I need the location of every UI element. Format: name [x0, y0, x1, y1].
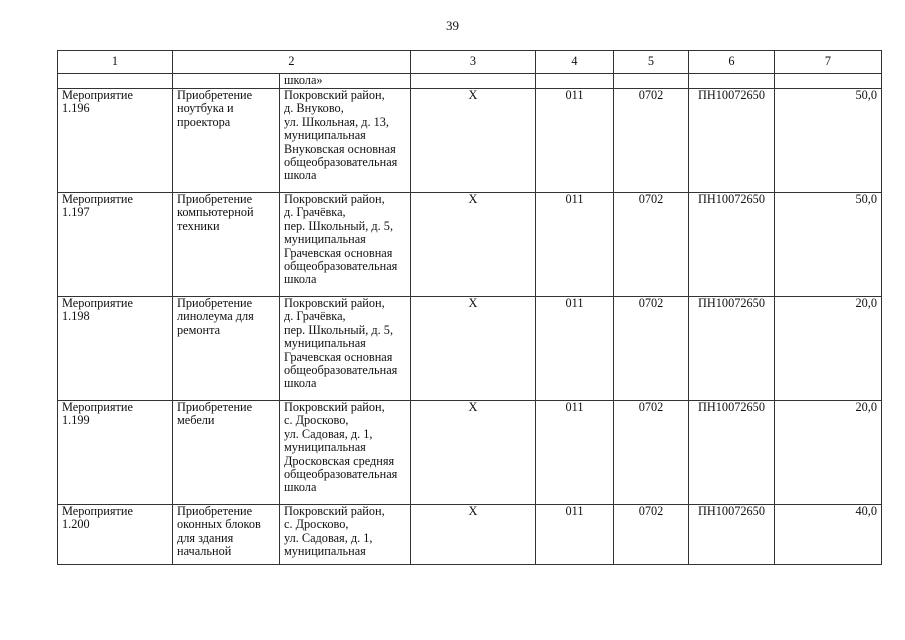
purpose-cell-line: мебели — [177, 413, 215, 428]
address-cell — [280, 89, 411, 193]
address-cell-line: д. Внуково, — [284, 101, 344, 116]
continuation-row — [58, 74, 882, 89]
purpose-cell-line: ремонта — [177, 322, 221, 337]
table-cell — [689, 74, 775, 89]
table-cell — [775, 74, 882, 89]
address-cell-line: общеобразовательная — [284, 363, 398, 378]
amount-cell: 20,0 — [775, 297, 882, 401]
activity-cell-line: Мероприятие — [62, 192, 133, 206]
address-cell-line: ул. Садовая, д. 1, — [284, 530, 373, 545]
table-header-row — [58, 51, 882, 74]
header-cell: 6 — [689, 51, 775, 74]
address-cell-line: муниципальная — [284, 232, 366, 247]
purpose-cell — [173, 193, 280, 297]
address-cell-line: ул. Садовая, д. 1, — [284, 426, 373, 441]
purpose-cell-line: ноутбука и — [177, 101, 234, 116]
activity-cell — [58, 193, 173, 297]
address-cell-line: школа — [284, 168, 317, 183]
activity-cell — [58, 401, 173, 505]
address-cell-line: с. Дросково, — [284, 413, 349, 428]
header-cell: 2 — [173, 51, 411, 74]
amount-cell: 50,0 — [775, 193, 882, 297]
address-cell-line: пер. Школьный, д. 5, — [284, 322, 394, 337]
address-cell-line: муниципальная — [284, 544, 366, 559]
address-cell-line: Грачевская основная — [284, 349, 393, 364]
target-article-cell: ПН10072650 — [689, 505, 775, 565]
purpose-cell-line: Приобретение — [177, 192, 253, 206]
code-cell: 011 — [536, 505, 614, 565]
purpose-cell — [173, 505, 280, 565]
activity-cell-line: 1.199 — [62, 413, 90, 428]
address-cell-line: с. Дросково, — [284, 517, 349, 532]
address-cell-line: д. Грачёвка, — [284, 205, 346, 220]
activity-cell-line: 1.196 — [62, 101, 90, 116]
section-cell: 0702 — [614, 401, 689, 505]
address-cell-line: муниципальная — [284, 440, 366, 455]
table-row — [58, 193, 882, 297]
purpose-cell-line: начальной — [177, 544, 232, 559]
purpose-cell-line: Приобретение — [177, 88, 253, 102]
address-cell-line: школа — [284, 272, 317, 287]
address-cell-line: Дросковская средняя — [284, 453, 395, 468]
address-cell-line: Покровский район, — [284, 400, 385, 414]
address-cell-line: ул. Школьная, д. 13, — [284, 114, 389, 129]
activity-cell — [58, 89, 173, 193]
code-cell: 011 — [536, 89, 614, 193]
purpose-cell-line: компьютерной — [177, 205, 254, 220]
address-cell-line: школа — [284, 376, 317, 391]
code-cell: 011 — [536, 297, 614, 401]
target-article-cell: ПН10072650 — [689, 401, 775, 505]
target-article-cell: ПН10072650 — [689, 89, 775, 193]
table-cell — [614, 74, 689, 89]
address-cell-line: школа — [284, 480, 317, 495]
address-cell-line: Покровский район, — [284, 88, 385, 102]
table-row — [58, 297, 882, 401]
section-cell: 0702 — [614, 89, 689, 193]
table-cell — [411, 74, 536, 89]
marker-cell: Х — [411, 505, 536, 565]
table-row — [58, 401, 882, 505]
page-number: 39 — [446, 18, 459, 33]
activity-cell-line: 1.197 — [62, 205, 90, 220]
activity-cell — [58, 297, 173, 401]
header-cell: 5 — [614, 51, 689, 74]
target-article-cell: ПН10072650 — [689, 193, 775, 297]
address-cell-line: муниципальная — [284, 336, 366, 351]
address-cell — [280, 297, 411, 401]
purpose-cell-line: Приобретение — [177, 504, 253, 518]
address-cell-line: Внуковская основная — [284, 141, 396, 156]
code-cell: 011 — [536, 193, 614, 297]
table-body — [58, 89, 882, 565]
address-cell-line: Покровский район, — [284, 504, 385, 518]
header-cell: 1 — [58, 51, 173, 74]
section-cell: 0702 — [614, 193, 689, 297]
header-cell: 3 — [411, 51, 536, 74]
table-cell: школа» — [280, 74, 411, 89]
purpose-cell-line: оконных блоков — [177, 517, 261, 532]
marker-cell: Х — [411, 297, 536, 401]
activity-cell-line: 1.200 — [62, 517, 90, 532]
code-cell: 011 — [536, 401, 614, 505]
address-cell-line: общеобразовательная — [284, 155, 398, 170]
address-cell-line: общеобразовательная — [284, 467, 398, 482]
address-cell — [280, 505, 411, 565]
purpose-cell-line: проектора — [177, 114, 231, 129]
purpose-cell-line: для здания — [177, 530, 234, 545]
section-cell: 0702 — [614, 297, 689, 401]
purpose-cell-line: Приобретение — [177, 296, 253, 310]
budget-table — [57, 50, 882, 565]
purpose-cell-line: Приобретение — [177, 400, 253, 414]
header-cell: 4 — [536, 51, 614, 74]
activity-cell-line: Мероприятие — [62, 296, 133, 310]
activity-cell-line: Мероприятие — [62, 504, 133, 518]
address-cell-line: пер. Школьный, д. 5, — [284, 218, 394, 233]
purpose-cell — [173, 297, 280, 401]
amount-cell: 40,0 — [775, 505, 882, 565]
address-cell-line: муниципальная — [284, 128, 366, 143]
marker-cell: Х — [411, 401, 536, 505]
purpose-cell-line: линолеума для — [177, 309, 254, 324]
purpose-cell — [173, 401, 280, 505]
activity-cell-line: Мероприятие — [62, 88, 133, 102]
table-row — [58, 89, 882, 193]
table-cell — [58, 74, 173, 89]
activity-cell — [58, 505, 173, 565]
address-cell-line: общеобразовательная — [284, 259, 398, 274]
amount-cell: 20,0 — [775, 401, 882, 505]
table-cell — [173, 74, 280, 89]
marker-cell: Х — [411, 89, 536, 193]
purpose-cell — [173, 89, 280, 193]
amount-cell: 50,0 — [775, 89, 882, 193]
table-row — [58, 505, 882, 565]
table-cell — [536, 74, 614, 89]
activity-cell-line: Мероприятие — [62, 400, 133, 414]
activity-cell-line: 1.198 — [62, 309, 90, 324]
address-cell-line: Покровский район, — [284, 296, 385, 310]
target-article-cell: ПН10072650 — [689, 297, 775, 401]
purpose-cell-line: техники — [177, 218, 220, 233]
address-cell — [280, 193, 411, 297]
address-cell-line: д. Грачёвка, — [284, 309, 346, 324]
address-cell — [280, 401, 411, 505]
address-cell-line: Грачевская основная — [284, 245, 393, 260]
section-cell: 0702 — [614, 505, 689, 565]
marker-cell: Х — [411, 193, 536, 297]
header-cell: 7 — [775, 51, 882, 74]
address-cell-line: Покровский район, — [284, 192, 385, 206]
